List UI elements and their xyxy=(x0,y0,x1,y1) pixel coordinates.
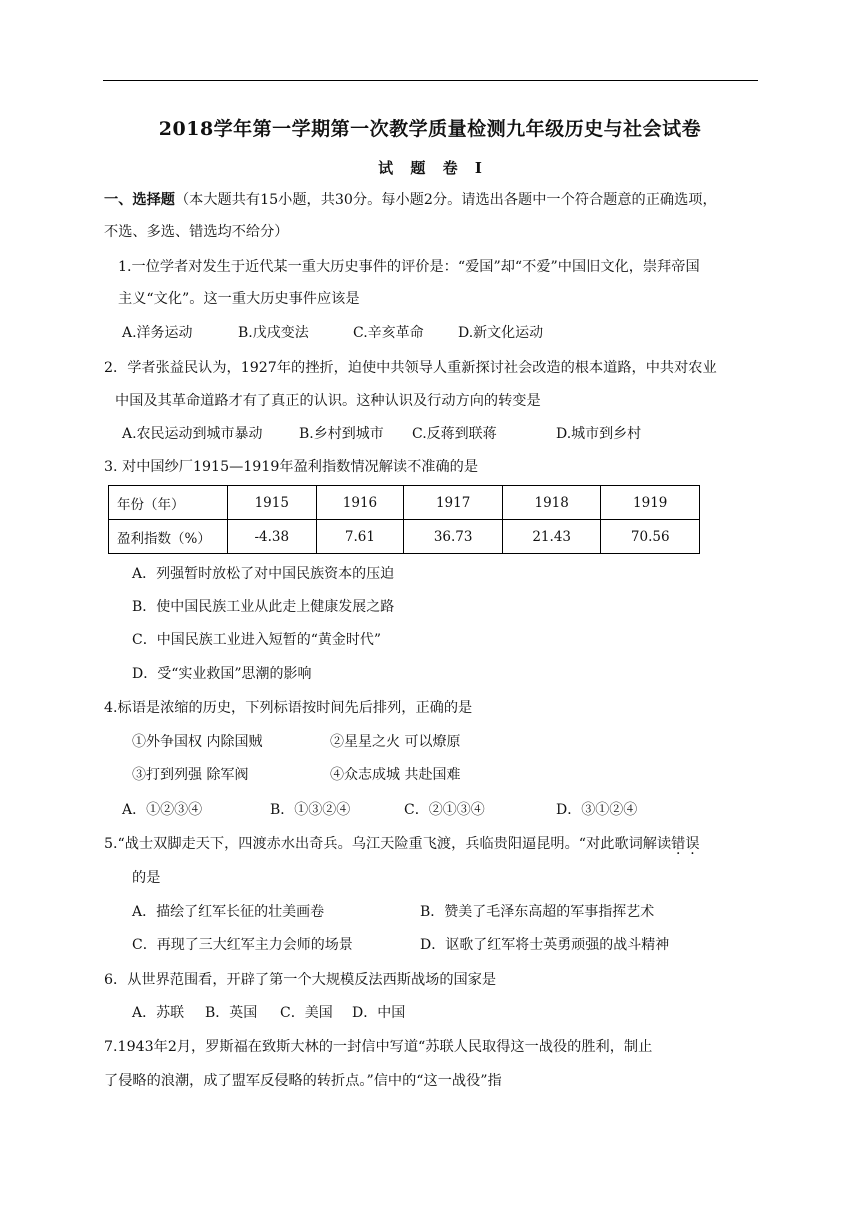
q6-option-d[interactable]: D．中国 xyxy=(352,1005,406,1021)
table-cell-value: 7.61 xyxy=(316,520,404,554)
q3-option-c[interactable]: C．中国民族工业进入短暂的“黄金时代” xyxy=(132,632,382,648)
q2-stem-line-1: 2．学者张益民认为，1927年的挫折，迫使中共领导人重新探讨社会改造的根本道路，中共对农业 xyxy=(104,360,717,376)
table-cell-year: 1917 xyxy=(404,486,503,520)
q4-stem: 4.标语是浓缩的历史，下列标语按时间先后排列，正确的是 xyxy=(104,700,473,716)
q4-slogan-4: ④众志成城 共赴国难 xyxy=(330,767,461,783)
table-row xyxy=(109,520,700,554)
q2-option-c[interactable]: C.反蒋到联蒋 xyxy=(412,426,497,442)
q5-emphasis-word xyxy=(671,836,699,852)
q5-stem-line-1 xyxy=(104,834,700,854)
table-cell-year: 1919 xyxy=(601,486,700,520)
q4-slogan-1: ①外争国权 内除国贼 xyxy=(132,734,263,750)
q2-stem-line-2: 中国及其革命道路才有了真正的认识。这种认识及行动方向的转变是 xyxy=(115,393,541,409)
section-intro-text: （本大题共有15小题，共30分。每小题2分。请选出各题中一个符合题意的正确选项， xyxy=(174,192,717,208)
q6-stem: 6．从世界范围看，开辟了第一个大规模反法西斯战场的国家是 xyxy=(104,972,497,988)
table-cell-value: 21.43 xyxy=(502,520,601,554)
q6-option-c[interactable]: C．美国 xyxy=(280,1005,333,1021)
q4-option-a[interactable]: A．①②③④ xyxy=(122,802,203,818)
q4-option-c[interactable]: C．②①③④ xyxy=(404,802,485,818)
section-intro-line-2: 不选、多选、错选均不给分） xyxy=(104,224,289,240)
table-cell-year: 1915 xyxy=(228,486,317,520)
table-cell-year: 1918 xyxy=(502,486,601,520)
q6-option-b[interactable]: B．英国 xyxy=(205,1005,258,1021)
q3-stem: 3. 对中国纱厂1915—1919年盈利指数情况解读不准确的是 xyxy=(104,459,479,475)
q5-stem-line-2: 的是 xyxy=(132,870,161,886)
q5-option-a[interactable]: A．描绘了红军长征的壮美画卷 xyxy=(132,904,325,920)
q4-slogan-2: ②星星之火 可以燎原 xyxy=(330,734,461,750)
q3-option-b[interactable]: B．使中国民族工业从此走上健康发展之路 xyxy=(132,599,395,615)
top-rule xyxy=(103,80,758,81)
q6-option-a[interactable]: A．苏联 xyxy=(132,1005,185,1021)
q1-option-c[interactable]: C.辛亥革命 xyxy=(353,325,424,341)
q2-option-a[interactable]: A.农民运动到城市暴动 xyxy=(122,426,263,442)
q1-option-a[interactable]: A.洋务运动 xyxy=(122,325,193,341)
table-cell-value: 70.56 xyxy=(601,520,700,554)
table-row xyxy=(109,486,700,520)
q1-stem-line-2: 主义“文化”。这一重大历史事件应该是 xyxy=(118,291,360,307)
emphasis-char: 误 xyxy=(685,836,700,852)
q7-stem-line-2: 了侵略的浪潮，成了盟军反侵略的转折点。”信中的“这一战役”指 xyxy=(104,1073,502,1089)
table-cell-value: 36.73 xyxy=(404,520,503,554)
q4-option-d[interactable]: D．③①②④ xyxy=(556,802,638,818)
table-row-label-year: 年份（年） xyxy=(109,486,228,520)
q1-option-d[interactable]: D.新文化运动 xyxy=(458,325,544,341)
q7-stem-line-1: 7.1943年2月，罗斯福在致斯大林的一封信中写道“苏联人民取得这一战役的胜利，制止 xyxy=(104,1039,653,1055)
exam-title: 2018学年第一学期第一次教学质量检测九年级历史与社会试卷 xyxy=(158,118,702,140)
emphasis-char: 错 xyxy=(671,836,686,852)
q3-option-a[interactable]: A．列强暂时放松了对中国民族资本的压迫 xyxy=(132,566,395,582)
q3-option-d[interactable]: D．受“实业救国”思潮的影响 xyxy=(132,666,312,682)
q4-option-b[interactable]: B．①③②④ xyxy=(270,802,351,818)
table-row-label-profit: 盈利指数（%） xyxy=(109,520,228,554)
q5-option-b[interactable]: B．赞美了毛泽东高超的军事指挥艺术 xyxy=(420,904,655,920)
section-heading: 一、选择题 xyxy=(104,192,175,208)
q4-slogan-3: ③打到列强 除军阀 xyxy=(132,767,249,783)
exam-subtitle: 试 题 卷 I xyxy=(378,159,482,177)
q1-stem-line-1: 1.一位学者对发生于近代某一重大历史事件的评价是：“爱国”却“不爱”中国旧文化，崇拜帝国 xyxy=(118,259,700,275)
table-cell-value: -4.38 xyxy=(228,520,317,554)
table-cell-year: 1916 xyxy=(316,486,404,520)
q5-option-c[interactable]: C．再现了三大红军主力会师的场景 xyxy=(132,937,353,953)
section-intro-line-1 xyxy=(104,190,717,210)
q5-option-d[interactable]: D．讴歌了红军将士英勇顽强的战斗精神 xyxy=(420,937,670,953)
q2-option-d[interactable]: D.城市到乡村 xyxy=(556,426,642,442)
profit-index-table xyxy=(108,485,700,554)
q2-option-b[interactable]: B.乡村到城市 xyxy=(299,426,384,442)
q1-option-b[interactable]: B.戊戌变法 xyxy=(238,325,309,341)
q5-stem-text: 5.“战士双脚走天下，四渡赤水出奇兵。乌江天险重飞渡，兵临贵阳逼昆明。“对此歌词解读 xyxy=(104,836,672,852)
